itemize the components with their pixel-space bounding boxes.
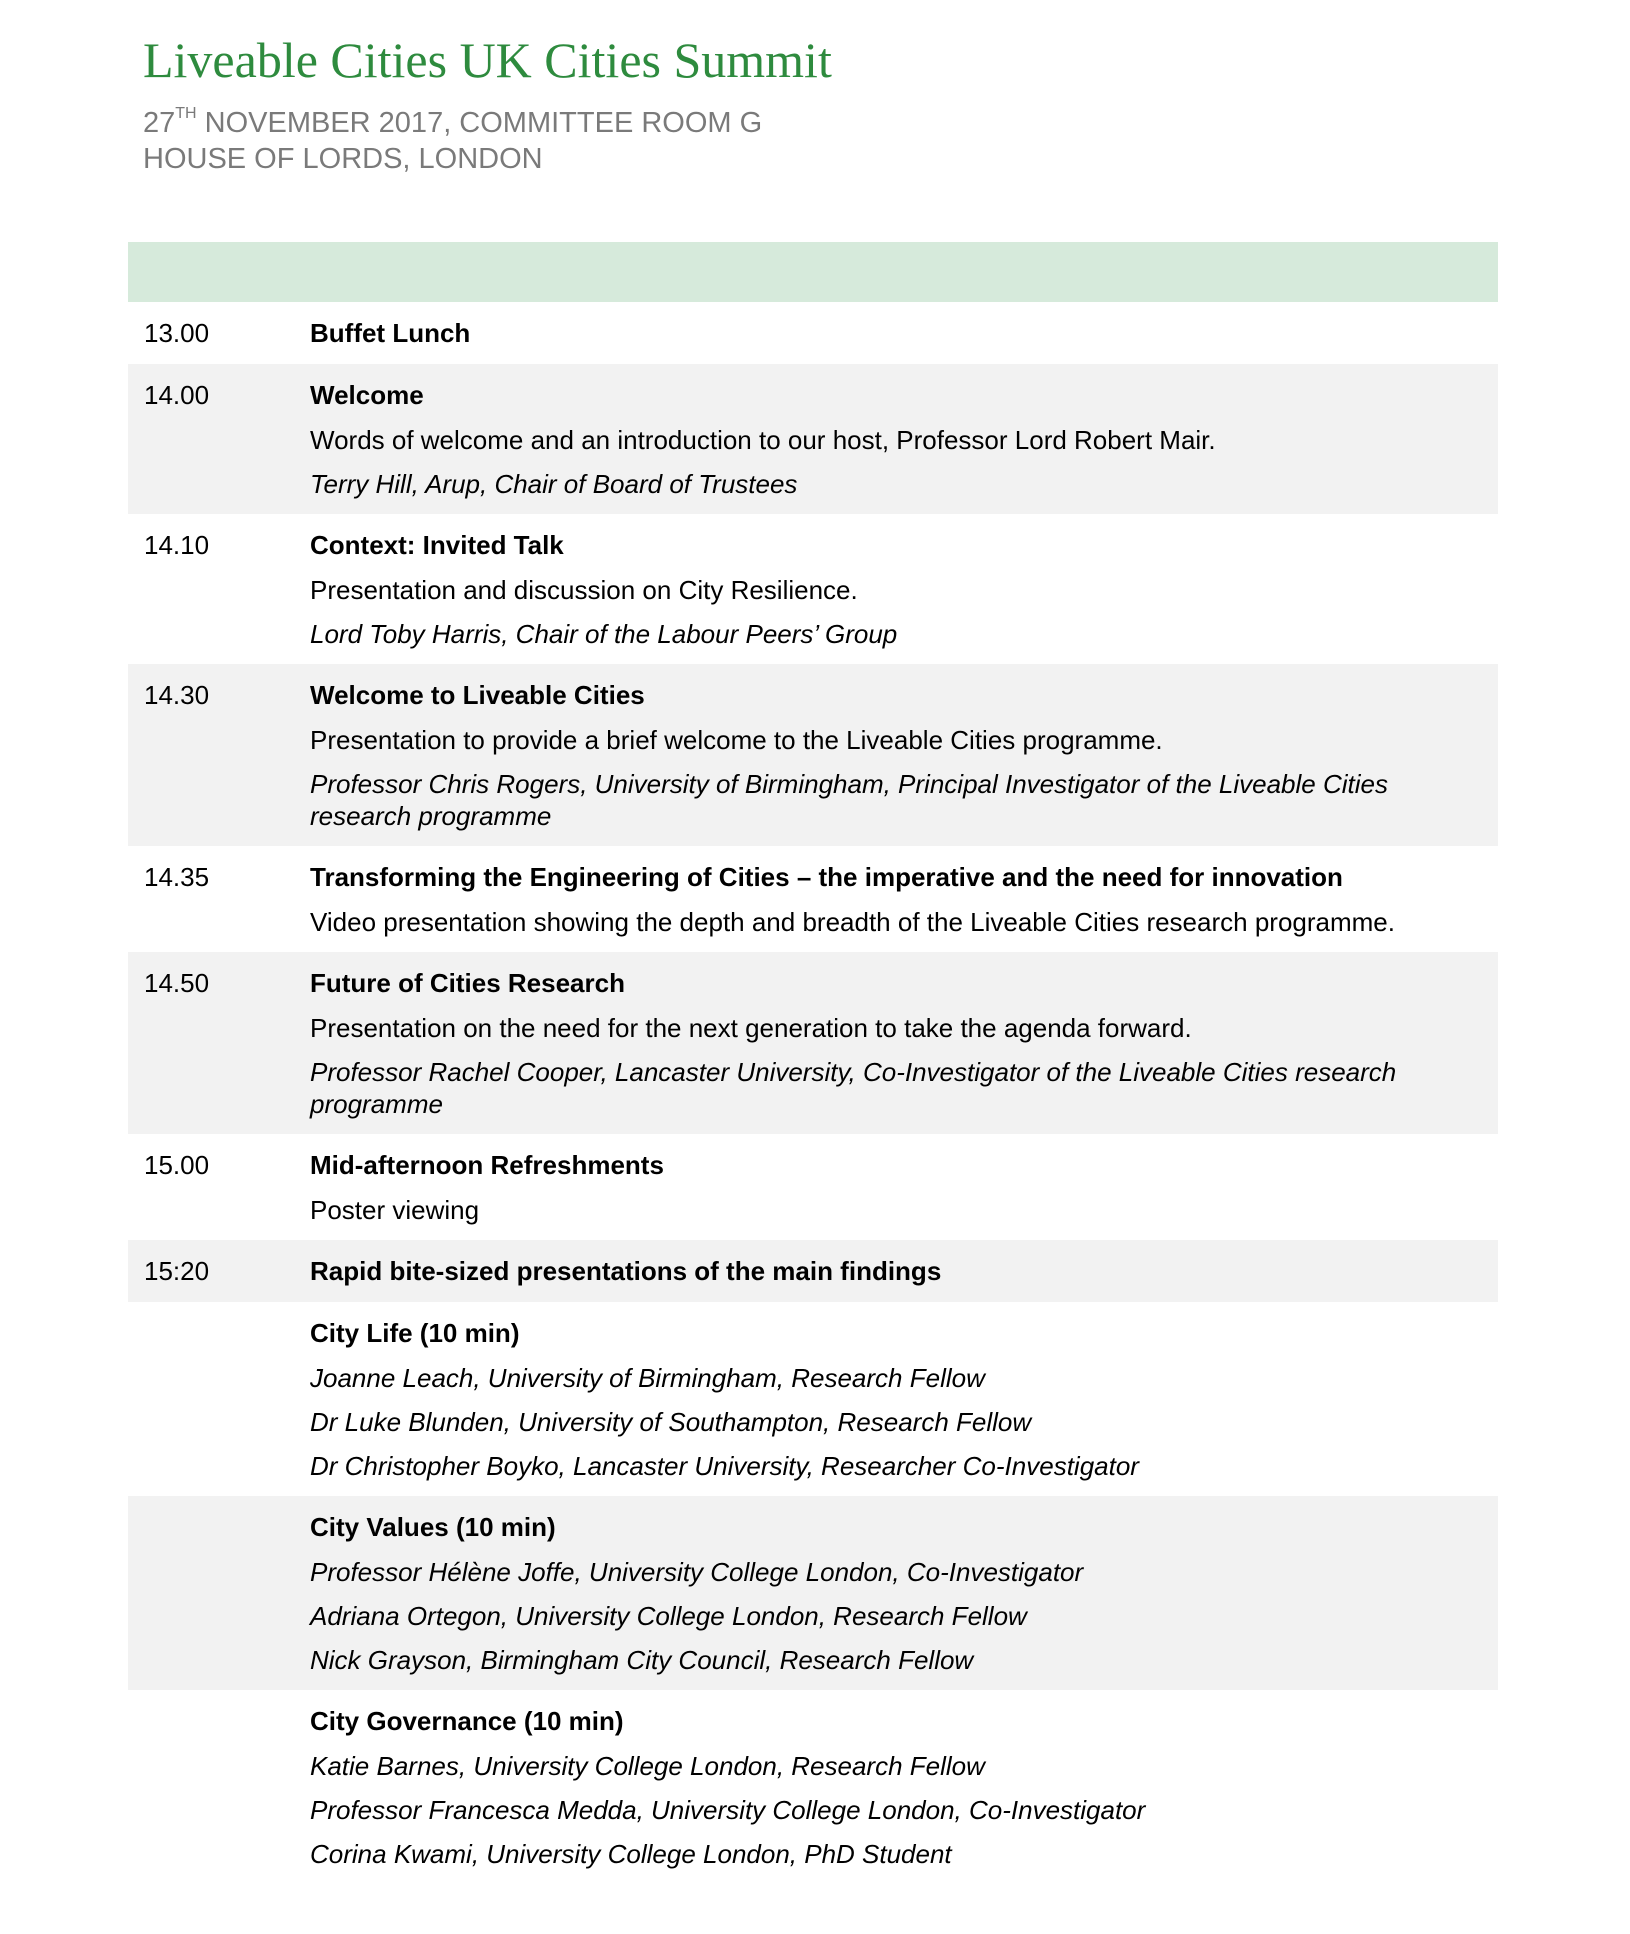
agenda-header-band bbox=[128, 242, 1498, 302]
agenda-item-title: Welcome to Liveable Cities bbox=[310, 680, 645, 710]
agenda-item-title: City Values (10 min) bbox=[310, 1512, 556, 1542]
agenda-row bbox=[128, 514, 1498, 664]
agenda-row bbox=[128, 1496, 1498, 1690]
agenda-item-description: Presentation and discussion on City Resilience. bbox=[310, 575, 858, 605]
agenda-speaker: Professor Francesca Medda, University College London, Co-Investigator bbox=[310, 1795, 1146, 1825]
agenda-speaker: Corina Kwami, University College London, PhD Student bbox=[310, 1839, 952, 1869]
agenda-table bbox=[128, 302, 1498, 1884]
agenda-item-description: Presentation on the need for the next generation to take the agenda forward. bbox=[310, 1013, 1192, 1043]
agenda-row bbox=[128, 302, 1498, 364]
agenda-item-title: Transforming the Engineering of Cities – the imperative and the need for innovation bbox=[310, 862, 1343, 892]
event-venue: HOUSE OF LORDS, LONDON bbox=[143, 143, 543, 175]
agenda-item-description: Presentation to provide a brief welcome to the Liveable Cities programme. bbox=[310, 725, 1163, 755]
date-rest: NOVEMBER 2017, COMMITTEE ROOM G bbox=[196, 107, 763, 139]
agenda-item-description: Video presentation showing the depth and breadth of the Liveable Cities research programme. bbox=[310, 907, 1395, 937]
date-day: 27 bbox=[143, 107, 176, 139]
agenda-time: 15:20 bbox=[144, 1256, 210, 1286]
agenda-time: 13.00 bbox=[144, 318, 210, 348]
agenda-item-title: City Life (10 min) bbox=[310, 1318, 520, 1348]
agenda-row bbox=[128, 846, 1498, 952]
agenda-item-title: Buffet Lunch bbox=[310, 318, 471, 348]
agenda-row bbox=[128, 364, 1498, 514]
agenda-speaker: Dr Christopher Boyko, Lancaster University, Researcher Co-Investigator bbox=[310, 1451, 1139, 1481]
agenda-speaker: Nick Grayson, Birmingham City Council, Research Fellow bbox=[310, 1645, 974, 1675]
agenda-speaker: Dr Luke Blunden, University of Southampton, Research Fellow bbox=[310, 1407, 1032, 1437]
agenda-item-title: Context: Invited Talk bbox=[310, 530, 564, 560]
agenda-row bbox=[128, 1690, 1498, 1884]
agenda-time: 14.35 bbox=[144, 862, 210, 892]
agenda-time: 14.10 bbox=[144, 530, 210, 560]
agenda-speaker: Joanne Leach, University of Birmingham, Research Fellow bbox=[310, 1363, 985, 1393]
event-date bbox=[143, 106, 762, 141]
agenda-item-title: Mid-afternoon Refreshments bbox=[310, 1150, 664, 1180]
agenda-speaker: Professor Rachel Cooper, Lancaster University, Co-Investigator of the Liveable Cities research programme bbox=[310, 1057, 1397, 1119]
agenda-row bbox=[128, 1240, 1498, 1302]
agenda-row bbox=[128, 952, 1498, 1134]
agenda-speaker: Professor Chris Rogers, University of Birmingham, Principal Investigator of the Liveable Cities research programme bbox=[310, 769, 1388, 831]
agenda-row bbox=[128, 1302, 1498, 1496]
agenda-item-title: Future of Cities Research bbox=[310, 968, 625, 998]
agenda-item-title: Welcome bbox=[310, 380, 424, 410]
agenda-speaker: Terry Hill, Arup, Chair of Board of Trustees bbox=[310, 469, 798, 499]
agenda-time: 14.50 bbox=[144, 968, 210, 998]
agenda-speaker: Lord Toby Harris, Chair of the Labour Peers’ Group bbox=[310, 619, 898, 649]
agenda-item-title: Rapid bite-sized presentations of the main findings bbox=[310, 1256, 942, 1286]
agenda-row bbox=[128, 664, 1498, 846]
agenda-speaker: Professor Hélène Joffe, University College London, Co-Investigator bbox=[310, 1557, 1084, 1587]
agenda-speaker: Katie Barnes, University College London, Research Fellow bbox=[310, 1751, 985, 1781]
agenda-item-description: Words of welcome and an introduction to our host, Professor Lord Robert Mair. bbox=[310, 425, 1216, 455]
agenda-speaker: Adriana Ortegon, University College London, Research Fellow bbox=[310, 1601, 1027, 1631]
agenda-item-title: City Governance (10 min) bbox=[310, 1706, 624, 1736]
agenda-item-description: Poster viewing bbox=[310, 1195, 480, 1225]
agenda-time: 14.30 bbox=[144, 680, 210, 710]
agenda-row bbox=[128, 1134, 1498, 1240]
date-suffix: TH bbox=[175, 105, 197, 122]
agenda-time: 14.00 bbox=[144, 380, 210, 410]
agenda-time: 15.00 bbox=[144, 1150, 210, 1180]
page-title: Liveable Cities UK Cities Summit bbox=[143, 32, 832, 88]
